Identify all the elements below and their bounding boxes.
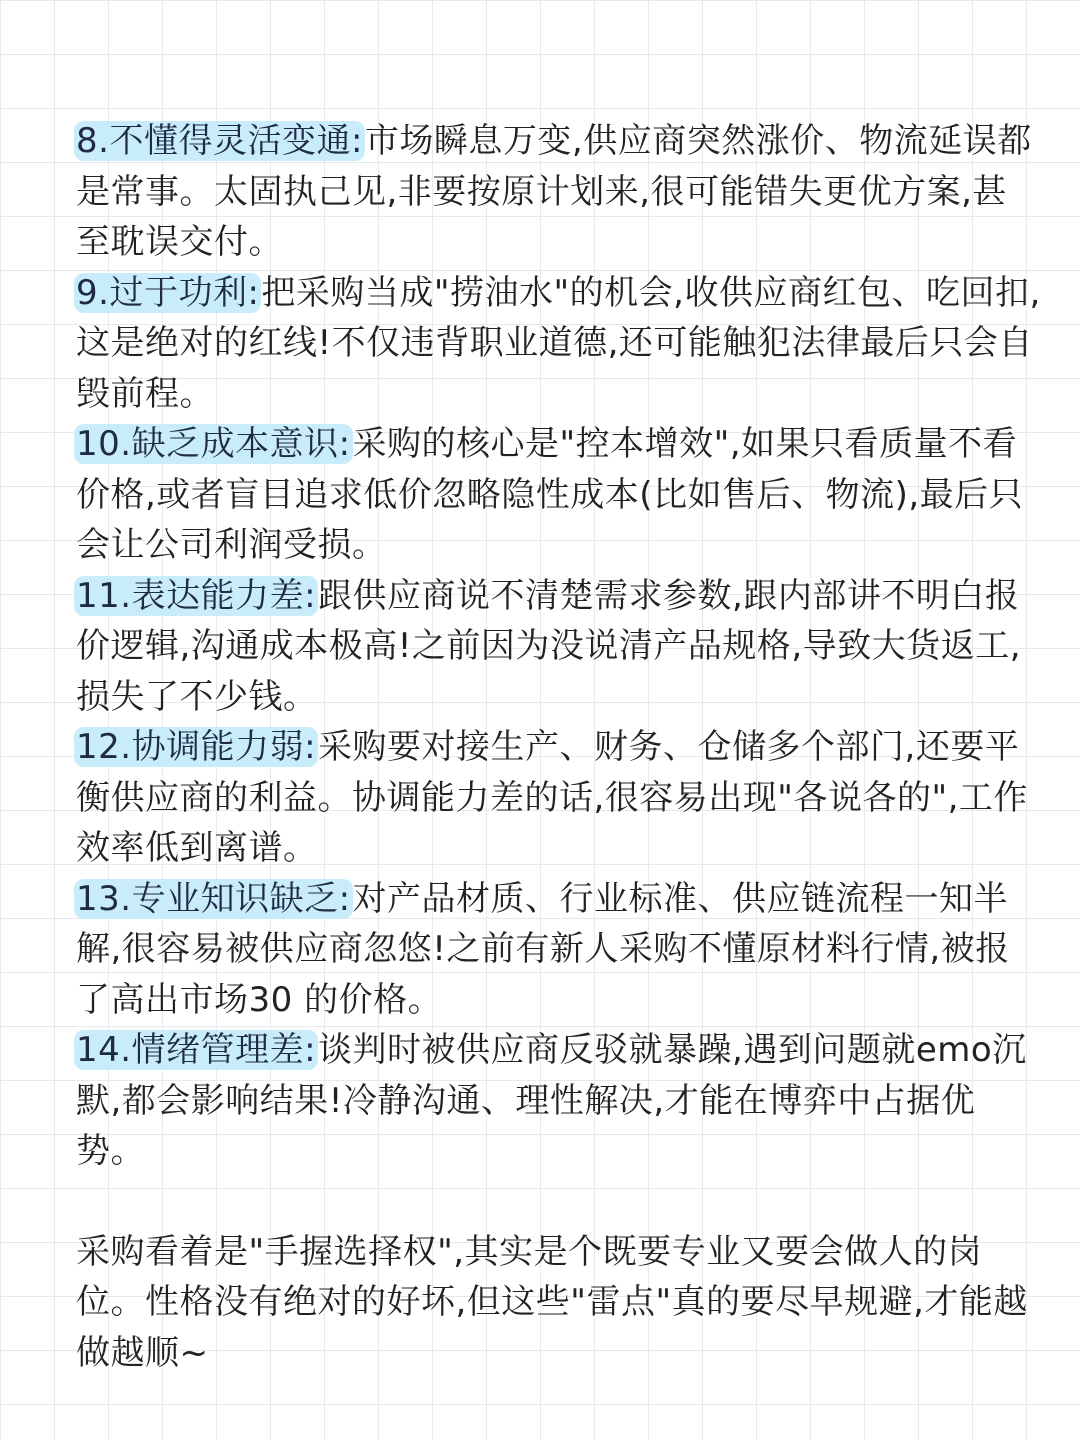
note-content [76,116,1041,1378]
item-body-10: 采购的核心是"控本增效",如果只看质量不看价格,或者盲目追求低价忽略隐性成本(比如售后、物流),最后只会让公司利润受损。 [76,424,1024,565]
item-body-12: 采购要对接生产、财务、仓储多个部门,还要平衡供应商的利益。协调能力差的话,很容易出现"各说各的",工作效率低到离谱。 [76,727,1028,868]
item-body-8: 市场瞬息万变,供应商突然涨价、物流延误都是常事。太固执己见,非要按原计划来,很可能错失更优方案,甚至耽误交付。 [76,121,1032,262]
summary-paragraph: 采购看着是"手握选择权",其实是个既要专业又要会做人的岗位。性格没有绝对的好坏,但这些"雷点"真的要尽早规避,才能越做越顺~ [76,1231,1028,1373]
list-item-12 [76,722,1041,874]
item-body-14: 谈判时被供应商反驳就暴躁,遇到问题就emo沉默,都会影响结果!冷静沟通、理性解决,才能在博弈中占据优势。 [76,1030,1027,1171]
item-heading-8: 8.不懂得灵活变通: [76,121,363,161]
item-heading-12: 12.协调能力弱: [76,727,317,767]
summary-section [76,1227,1041,1379]
item-heading-10: 10.缺乏成本意识: [76,424,351,464]
list-item-11 [76,571,1041,723]
list-item-14 [76,1025,1041,1177]
list-item-13 [76,874,1041,1026]
list-item-8 [76,116,1041,268]
item-heading-14: 14.情绪管理差: [76,1030,317,1070]
item-body-9: 把采购当成"捞油水"的机会,收供应商红包、吃回扣,这是绝对的红线!不仅违背职业道德,还可能触犯法律最后只会自毁前程。 [76,272,1041,414]
item-heading-9: 9.过于功利: [76,272,260,313]
item-heading-11: 11.表达能力差: [76,575,317,616]
list-item-9 [76,268,1041,420]
item-body-11: 跟供应商说不清楚需求参数,跟内部讲不明白报价逻辑,沟通成本极高!之前因为没说清产品规格,导致大货返工,损失了不少钱。 [76,575,1022,717]
list-item-10 [76,419,1041,571]
item-heading-13: 13.专业知识缺乏: [76,878,351,919]
item-body-13: 对产品材质、行业标准、供应链流程一知半解,很容易被供应商忽悠!之前有新人采购不懂原材料行情,被报了高出市场30 的价格。 [76,878,1010,1020]
